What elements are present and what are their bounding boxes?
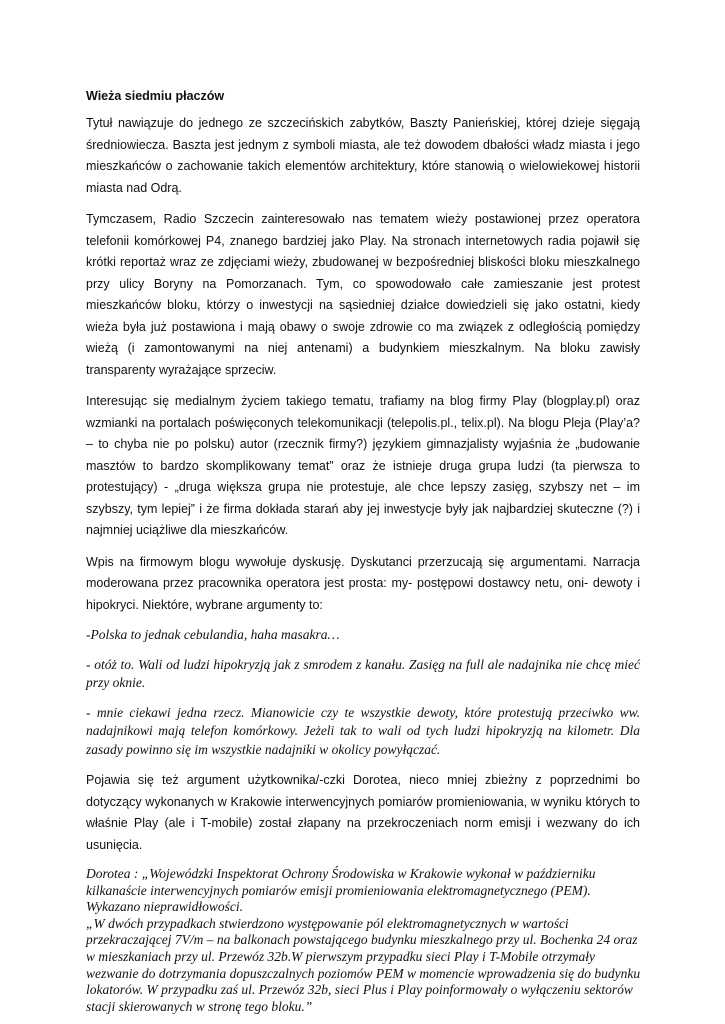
document-page — [86, 88, 640, 1015]
paragraph-radio-szczecin: Tymczasem, Radio Szczecin zainteresowało nas tematem wieży postawionej przez operatora telefonii komórkowej P4, znanego bardziej jako Play. Na stronach internetowych radia pojawił się krótki reportaż wraz ze zdjęciami wieży, zbudowanej w bezpośredniej bliskości bloku mieszkalnego przy ulicy Boryny na Pomorzanach. Tym, co spowodowało całe zamieszanie jest protest mieszkańców bloku, którzy o inwestycji na sąsiedniej działce dowiedzieli się jako ostatni, kiedy wieża była już postawiona i mają obawy o swoje zdrowie co ma związek z odległością pomiędzy wieżą (i zamontowanymi na niej antenami) a budynkiem mieszkalnym. Na bloku zawisły transparenty wyrażające sprzeciw. — [86, 212, 640, 377]
quote-dorotea-line: przekraczającej 7V/m – na balkonach powstającego budynku mieszkalnego przy ul. Bochenka 24 oraz — [86, 932, 638, 948]
quote-dorotea-line: wezwanie do dotrzymania dopuszczalnych poziomów PEM w momencie wprowadzenia się do budynku — [86, 965, 641, 981]
paragraph-discussion: Wpis na firmowym blogu wywołuje dyskusję. Dyskutanci przerzucają się argumentami. Narracja moderowana przez pracownika operatora jest prosta: my- postępowi dostawcy netu, oni- dewoty i hipokryci. Niektóre, wybrane argumenty to: — [86, 554, 640, 612]
quote-dorotea-line: lokatorów. W przypadku zaś ul. Przewóz 32b, sieci Plus i Play poinformowały o wyłączeniu sektorów — [86, 982, 633, 998]
document-title: Wieża siedmiu płaczów — [86, 89, 225, 103]
paragraph-intro: Tytuł nawiązuje do jednego ze szczecińskich zabytków, Baszty Panieńskiej, której dzieje sięgają średniowiecza. Baszta jest jednym z symboli miasta, ale też dowodem dbałości władz miasta i jego mieszkańców o zachowanie takich elementów architektury, które stanowią o wielowiekowej historii miasta nad Odrą. — [86, 116, 640, 195]
paragraph-blog-play: Interesując się medialnym życiem takiego tematu, trafiamy na blog firmy Play (blogplay.pl) oraz wzmianki na portalach poświęconych telekomunikacji (telepolis.pl., telix.pl). Na blogu Pleja (Play’a? – to chyba nie po polsku) autor (rzecznik firmy?) językiem gimnazjalisty wyjaśnia że „budowanie masztów to bardzo skomplikowany temat” oraz że istnieje druga grupa ludzi (ta pierwsza to protestujący) - „druga większa grupa nie protestuje, ale chce lepszy zasięg, szybszy net – im szybszy, tym lepiej” i że firma dokłada starań aby jej inwestycje były jak najbardziej skuteczne (?) i najmniej uciążliwe dla mieszkańców. — [86, 394, 640, 537]
quote-dorotea-line: w mieszkaniach przy ul. Przewóz 32b.W pierwszym przypadku sieci Play i T-Mobile otrzymały — [86, 948, 595, 964]
quote-dorotea-line: „W dwóch przypadkach stwierdzono występowanie pól elektromagnetycznych w wartości — [86, 915, 569, 931]
quote-dorotea-line: stacji skierowanych w stronę tego bloku.” — [86, 998, 313, 1014]
quote-cebulandia: -Polska to jednak cebulandia, haha masakra… — [86, 627, 340, 642]
quote-dorotea-line: kilkanaście interwencyjnych pomiarów emisji promieniowania elektromagnetycznego (PEM). — [86, 882, 591, 898]
quote-dorotea — [86, 866, 640, 1015]
quote-dorotea-line: Dorotea : „Wojewódzki Inspektorat Ochrony Środowiska w Krakowie wykonał w październiku — [86, 866, 596, 881]
quote-dewoty: - mnie ciekawi jedna rzecz. Mianowicie czy te wszystkie dewoty, które protestują przeciwko ww. nadajnikowi mają telefon komórkowy. Jeżeli tak to wali od tych ludzi hipokryzją na kilometr. Dla zasady powinno się im wszystkie nadajniki w okolicy powyłączać. — [86, 704, 640, 757]
paragraph-dorotea-intro: Pojawia się też argument użytkownika/-czki Dorotea, nieco mniej zbieżny z poprzednimi bo dotyczący wykonanych w Krakowie interwencyjnych pomiarów promieniowania, w wyniku których to właśnie Play (ale i T-mobile) został złapany na przekroczeniach norm emisji i wezwany do ich usunięcia. — [86, 773, 640, 852]
quote-dorotea-line: Wykazano nieprawidłowości. — [86, 899, 243, 915]
quote-hipokryzja: - otóż to. Wali od ludzi hipokryzją jak z smrodem z kanału. Zasięg na full ale nadajnika nie chcę mieć przy oknie. — [86, 656, 640, 690]
